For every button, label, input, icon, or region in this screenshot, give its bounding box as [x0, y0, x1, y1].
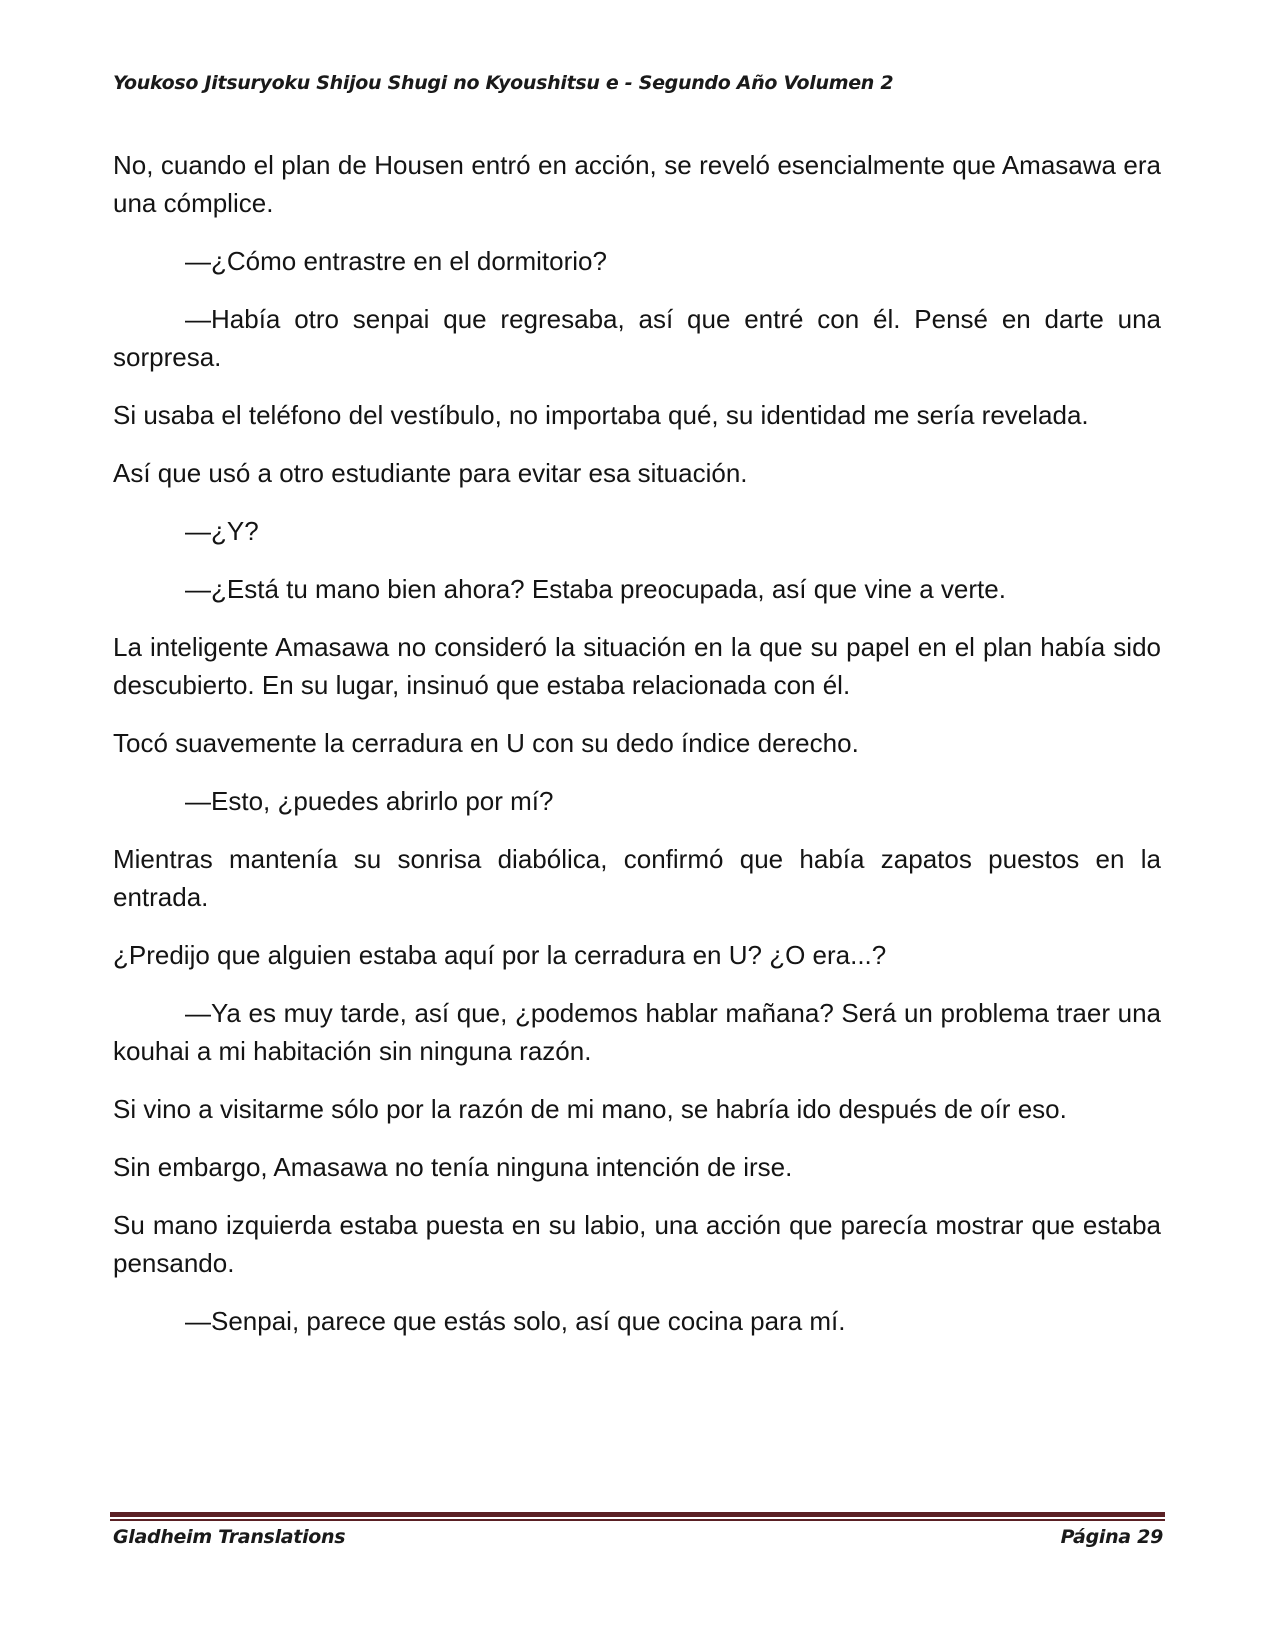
footer-publisher: Gladheim Translations [113, 1526, 346, 1548]
paragraph-9: Tocó suavemente la cerradura en U con su dedo índice derecho. [113, 728, 859, 758]
page-footer [113, 1526, 1163, 1548]
footer-divider-thin [110, 1519, 1165, 1521]
paragraph-17: —Senpai, parece que estás solo, así que cocina para mí. [185, 1306, 846, 1336]
footer-divider-thick [110, 1512, 1165, 1517]
paragraph-2: —¿Cómo entrastre en el dormitorio? [185, 246, 607, 276]
paragraph-13: —Ya es muy tarde, así que, ¿podemos hablar mañana? Será un problema traer una kouhai a mi habitación sin ninguna razón. [113, 998, 1161, 1066]
paragraph-10: —Esto, ¿puedes abrirlo por mí? [185, 786, 554, 816]
paragraph-11: Mientras mantenía su sonrisa diabólica, confirmó que había zapatos puestos en la entrada. [113, 844, 1161, 912]
paragraph-7: —¿Está tu mano bien ahora? Estaba preocupada, así que vine a verte. [185, 574, 1006, 604]
paragraph-6: —¿Y? [185, 516, 259, 546]
paragraph-4: Si usaba el teléfono del vestíbulo, no importaba qué, su identidad me sería revelada. [113, 400, 1089, 430]
paragraph-16: Su mano izquierda estaba puesta en su labio, una acción que parecía mostrar que estaba pensando. [113, 1210, 1161, 1278]
paragraph-3: —Había otro senpai que regresaba, así que entré con él. Pensé en darte una sorpresa. [113, 304, 1161, 372]
paragraph-14: Si vino a visitarme sólo por la razón de mi mano, se habría ido después de oír eso. [113, 1094, 1067, 1124]
running-header: Youkoso Jitsuryoku Shijou Shugi no Kyoushitsu e - Segundo Año Volumen 2 [113, 72, 894, 94]
paragraph-8: La inteligente Amasawa no consideró la situación en la que su papel en el plan había sido descubierto. En su lugar, insinuó que estaba relacionada con él. [113, 632, 1161, 700]
footer-page-number: Página 29 [1060, 1526, 1163, 1548]
paragraph-5: Así que usó a otro estudiante para evitar esa situación. [113, 458, 748, 488]
body-text [113, 146, 1161, 1360]
paragraph-12: ¿Predijo que alguien estaba aquí por la cerradura en U? ¿O era...? [113, 940, 887, 970]
paragraph-1: No, cuando el plan de Housen entró en acción, se reveló esencialmente que Amasawa era una cómplice. [113, 150, 1161, 218]
paragraph-15: Sin embargo, Amasawa no tenía ninguna intención de irse. [113, 1152, 793, 1182]
